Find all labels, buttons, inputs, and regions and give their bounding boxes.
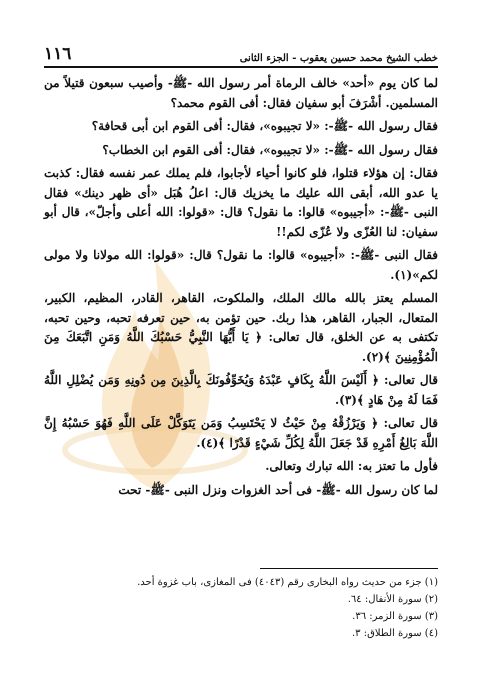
header-rule: [44, 66, 438, 68]
page-header: [44, 44, 438, 64]
paragraph: فقال: إن هؤلاء قتلوا، فلو كانوا أحياء لأجابوا، فلم يملك عمر نفسه فقال: كذبت يا عدو الله، أبقى الله عليك ما يخزيك قال: اعلُ هُبَل «أى ظهر دينك» فقال النبى -ﷺ-: «أجيبوه» قالوا: ما نقول؟ قال: «قولوا: الله أعلى وأجلّ»، قال أبو سفيان: لنا العُزّى ولا عُزّى لكم!!: [44, 166, 438, 239]
paragraph: لما كان يوم «أحد» خالف الرماة أمر رسول الله -ﷺ- وأصيب سبعون قتيلاً من المسلمين. أشْرَفَ أبو سفيان فقال: أفى القوم محمد؟: [44, 76, 438, 110]
book-title: خطب الشيخ محمد حسين يعقوب - الجزء الثانى: [239, 53, 438, 64]
paragraph: فقال رسول الله -ﷺ-: «لا تجيبوه»، فقال: أفى القوم ابن أبى قحافة؟: [91, 119, 438, 133]
footnotes: [44, 574, 438, 642]
footnote: (٤) سورة الطلاق: ٣.: [351, 628, 438, 639]
paragraph: قال تعالى: ﴿ أَلَيْسَ اللَّهُ بِكَافٍ عَبْدَهُ وَيُخَوِّفُونَكَ بِالَّذِينَ مِن دُونِهِ وَمَن يُضْلِلِ اللَّهُ فَمَا لَهُ مِنْ هَادٍ ﴾(٣).: [44, 373, 438, 407]
paragraph: قال تعالى: ﴿ وَيَرْزُقْهُ مِنْ حَيْثُ لا يَحْتَسِبُ وَمَن يَتَوَكَّلْ عَلَى اللَّهِ فَهُوَ حَسْبُهُ إِنَّ اللَّهَ بَالِغُ أَمْرِهِ قَدْ جَعَلَ اللَّهُ لِكُلِّ شَيْءٍ قَدْرًا ﴾(٤).: [44, 416, 438, 450]
paragraph: فقال النبى -ﷺ-: «أجيبوه» قالوا: ما نقول؟ قال: «قولوا: الله مولانا ولا مولى لكم»(١).: [44, 248, 438, 282]
paragraph: فقال رسول الله -ﷺ-: «لا تجيبوه»، فقال: أفى القوم ابن الخطاب؟: [102, 142, 438, 157]
footnote: (٢) سورة الأنفال: ٦٤.: [347, 594, 438, 605]
footnote: (٣) سورة الزمر: ٣٦.: [352, 611, 438, 622]
paragraph: فأول ما تعتز به: الله تبارك وتعالى.: [265, 459, 438, 473]
footnote: (١) جزء من حديث رواه البخارى رقم (٤٠٤٣) فى المغازى، باب غزوة أحد.: [137, 577, 438, 588]
paragraph: المسلم يعتز بالله مالك الملك، والملكوت، القاهر، القادر، المظيم، الكبير، المتعال، الجبار، القاهر، هذا ربك. حين تؤمن به، حين تعرفه تحبه، وحين تحبه، تكتفى به عن الخلق، قال تعالى: ﴿ يَا أَيُّهَا النَّبِيُّ حَسْبُكَ اللَّهُ وَمَنِ اتَّبَعَكَ مِنَ الْمُؤْمِنِينَ ﴾(٢).: [44, 291, 438, 364]
paragraph: لما كان رسول الله -ﷺ- فى أحد الغزوات ونزل النبى -ﷺ- تحت: [118, 482, 438, 497]
main-text: [44, 74, 438, 504]
page-number: ١١٦: [44, 44, 72, 64]
footnote-separator: [260, 568, 438, 569]
